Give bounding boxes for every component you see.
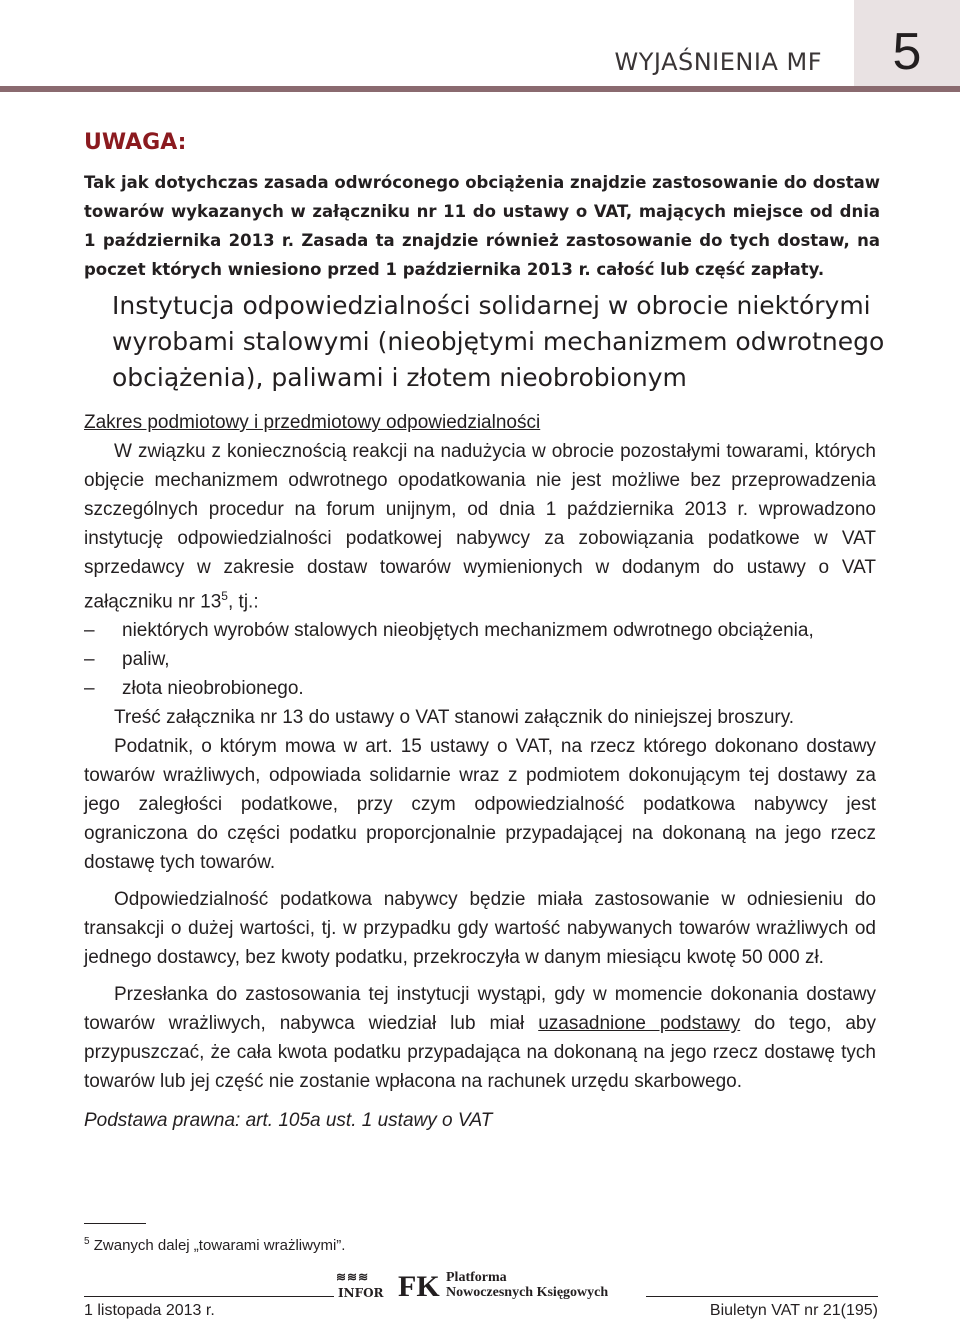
footer-rule-right — [646, 1296, 878, 1297]
footer-rule-left — [84, 1296, 334, 1297]
publisher-logo — [336, 1270, 646, 1306]
warning-label: UWAGA: — [84, 130, 187, 155]
section-title: Instytucja odpowiedzialności solidarnej w obrocie niektórymi wyrobami stalowymi (nieobjętymi mechanizmem odwrotnego obciążenia), paliwami i złotem nieobrobionym — [112, 291, 885, 392]
footer-date: 1 listopada 2013 r. — [84, 1302, 215, 1319]
footnote-rule — [84, 1223, 146, 1224]
subheading: Zakres podmiotowy i przedmiotowy odpowiedzialności — [84, 412, 541, 433]
footnote — [84, 1236, 345, 1254]
paragraph-1-end: , tj.: — [227, 591, 259, 613]
footer-issue: Biuletyn VAT nr 21(195) — [709, 1302, 878, 1319]
list-dash: – — [84, 649, 95, 671]
paragraph-5-underlined: uzasadnione podstawy — [538, 1013, 741, 1035]
warning-block — [84, 168, 880, 284]
goods-list — [84, 616, 876, 703]
footnote-text: Zwanych dalej „towarami wrażliwymi”. — [93, 1237, 346, 1254]
list-dash: – — [84, 678, 95, 700]
paragraph-2: Treść załącznika nr 13 do ustawy o VAT stanowi załącznik do niniejszej broszury. — [114, 707, 795, 729]
list-item-text: złota nieobrobionego. — [122, 678, 304, 700]
list-item — [84, 645, 876, 674]
logo-line-2: Nowoczesnych Księgowych — [446, 1285, 609, 1300]
logo-fk: FK — [398, 1270, 440, 1303]
logo-infor-mark: ≋≋≋ — [336, 1270, 370, 1284]
list-item — [84, 616, 876, 645]
header-rule — [0, 86, 960, 92]
paragraph-5-start: Przesłanka do zastosowania tej instytucji wystąpi, gdy w momencie dokonania dostawy towarów wrażliwych, nabywca wiedział lub miał — [84, 984, 876, 1035]
logo-infor-text: INFOR — [338, 1286, 384, 1300]
paragraph-4: Odpowiedzialność podatkowa nabywcy będzie miała zastosowanie w odniesieniu do transakcji o dużej wartości, tj. w przypadku gdy wartość nabywanych towarów wrażliwych od jednego dostawcy, bez kwoty podatku, przekroczyła w danym miesiącu kwotę 50 000 zł. — [84, 889, 876, 969]
paragraph-1 — [84, 437, 876, 616]
page-number: 5 — [892, 23, 922, 81]
body-text — [84, 408, 876, 1135]
paragraph-1-text: W związku z koniecznością reakcji na nadużycia w obrocie pozostałymi towarami, których objęcie mechanizmem odwrotnego opodatkowania nie jest możliwe bez przeprowadzenia szczególnych procedur na forum unijnym, od dnia 1 października 2013 r. wprowadzono instytucję odpowiedzialności podatkowej nabywcy za zobowiązania podatkowe w VAT sprzedawcy w zakresie dostaw towarów wymienionych w dodanym do ustawy o VAT załączniku nr 13 — [84, 441, 876, 613]
paragraph-5 — [84, 980, 876, 1096]
logo-line-1: Platforma — [446, 1270, 507, 1285]
list-item-text: paliw, — [122, 649, 170, 671]
footnote-ref[interactable]: 5 — [221, 589, 228, 603]
paragraph-3: Podatnik, o którym mowa w art. 15 ustawy o VAT, na rzecz którego dokonano dostawy towarów wrażliwych, odpowiada solidarnie wraz z podmiotem dokonującym tej dostawy za jego zaległości podatkowe, przy czym odpowiedzialność podatkowa nabywcy jest ograniczona do części podatku proporcjonalnie przypadającej na dokonaną na jego rzecz dostawę tych towarów. — [84, 736, 876, 874]
footnote-number: 5 — [84, 1236, 90, 1247]
list-item — [84, 674, 876, 703]
warning-text: Tak jak dotychczas zasada odwróconego obciążenia znajdzie zastosowanie do dostaw towarów wykazanych w załączniku nr 11 do ustawy o VAT, mających miejsce od dnia 1 października 2013 r. Zasada ta znajdzie również zastosowanie do tych dostaw, na poczet których wniesiono przed 1 października 2013 r. całość lub część zapłaty. — [84, 173, 880, 279]
list-item-text: niektórych wyrobów stalowych nieobjętych mechanizmem odwrotnego obciążenia, — [122, 620, 814, 642]
list-dash: – — [84, 620, 95, 642]
running-header-title: WYJAŚNIENIA MF — [614, 48, 822, 76]
legal-basis: Podstawa prawna: art. 105a ust. 1 ustawy o VAT — [84, 1110, 493, 1132]
paragraph-5-end: do tego, aby przypuszczać, że cała kwota podatku przypadająca na dokonaną na jego rzecz dostawę tych towarów lub jej część nie zostanie wpłacona na rachunek urzędu skarbowego. — [84, 1013, 876, 1093]
page-number-box — [854, 0, 960, 88]
